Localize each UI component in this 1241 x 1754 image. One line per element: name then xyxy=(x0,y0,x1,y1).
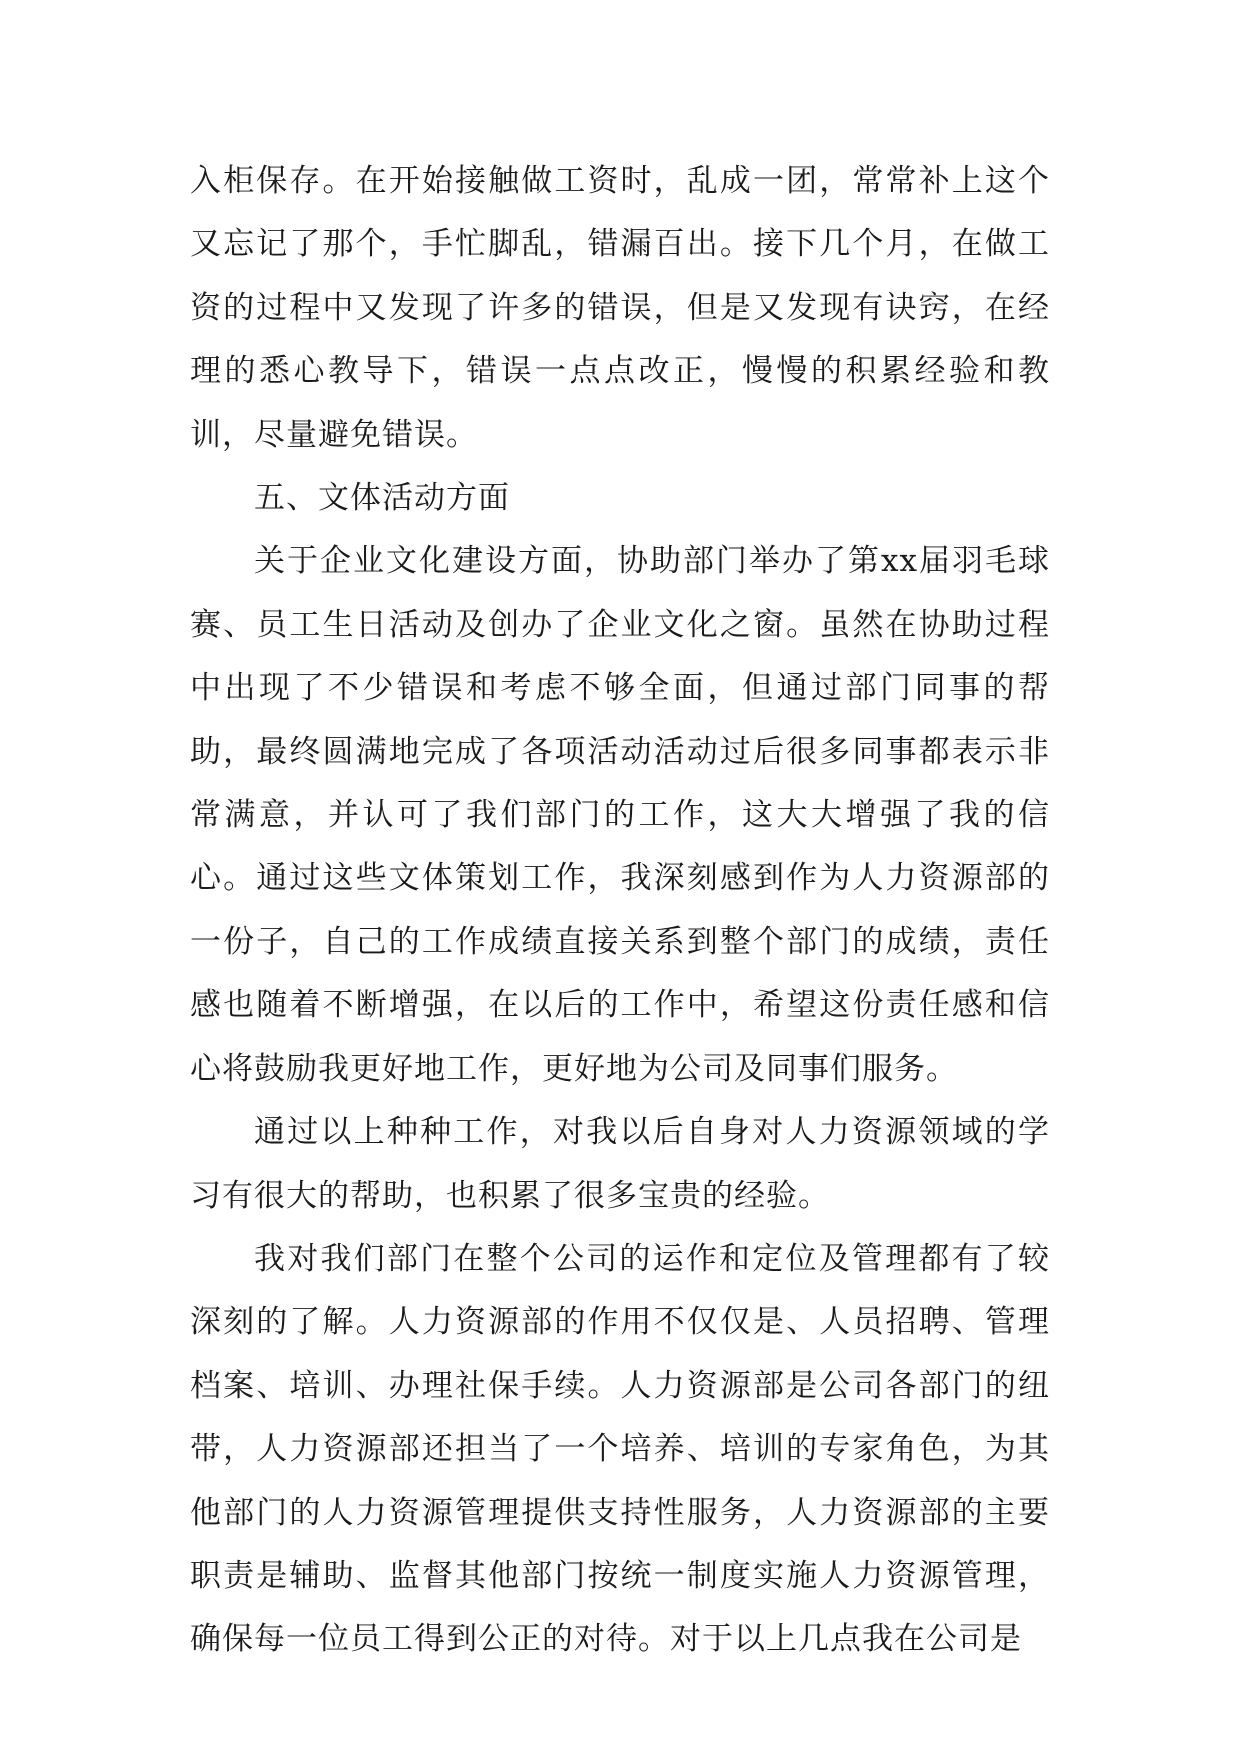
paragraph-continuation: 入柜保存。在开始接触做工资时，乱成一团，常常补上这个又忘记了那个，手忙脚乱，错漏百出。接下几个月，在做工资的过程中又发现了许多的错误，但是又发现有诀窍，在经理的悉心教导下，错误一点点改正，慢慢的积累经验和教训，尽量避免错误。 xyxy=(190,163,1050,453)
paragraph-experience: 通过以上种种工作，对我以后自身对人力资源领域的学习有很大的帮助，也积累了很多宝贵的经验。 xyxy=(190,1114,1050,1214)
document-body xyxy=(190,150,1050,1672)
section-heading: 五、文体活动方面 xyxy=(254,480,510,517)
paragraph-department: 我对我们部门在整个公司的运作和定位及管理都有了较深刻的了解。人力资源部的作用不仅仅是、人员招聘、管理档案、培训、办理社保手续。人力资源部是公司各部门的纽带，人力资源部还担当了一个培养、培训的专家角色，为其他部门的人力资源管理提供支持性服务，人力资源部的主要职责是辅助、监督其他部门按统一制度实施人力资源管理，确保每一位员工得到公正的对待。对于以上几点我在公司是 xyxy=(190,1240,1050,1658)
paragraph-culture: 关于企业文化建设方面，协助部门举办了第xx届羽毛球赛、员工生日活动及创办了企业文化之窗。虽然在协助过程中出现了不少错误和考虑不够全面，但通过部门同事的帮助，最终圆满地完成了各项活动活动过后很多同事都表示非常满意，并认可了我们部门的工作，这大大增强了我的信心。通过这些文体策划工作，我深刻感到作为人力资源部的一份子，自己的工作成绩直接关系到整个部门的成绩，责任感也随着不断增强，在以后的工作中，希望这份责任感和信心将鼓励我更好地工作，更好地为公司及同事们服务。 xyxy=(190,543,1050,1087)
